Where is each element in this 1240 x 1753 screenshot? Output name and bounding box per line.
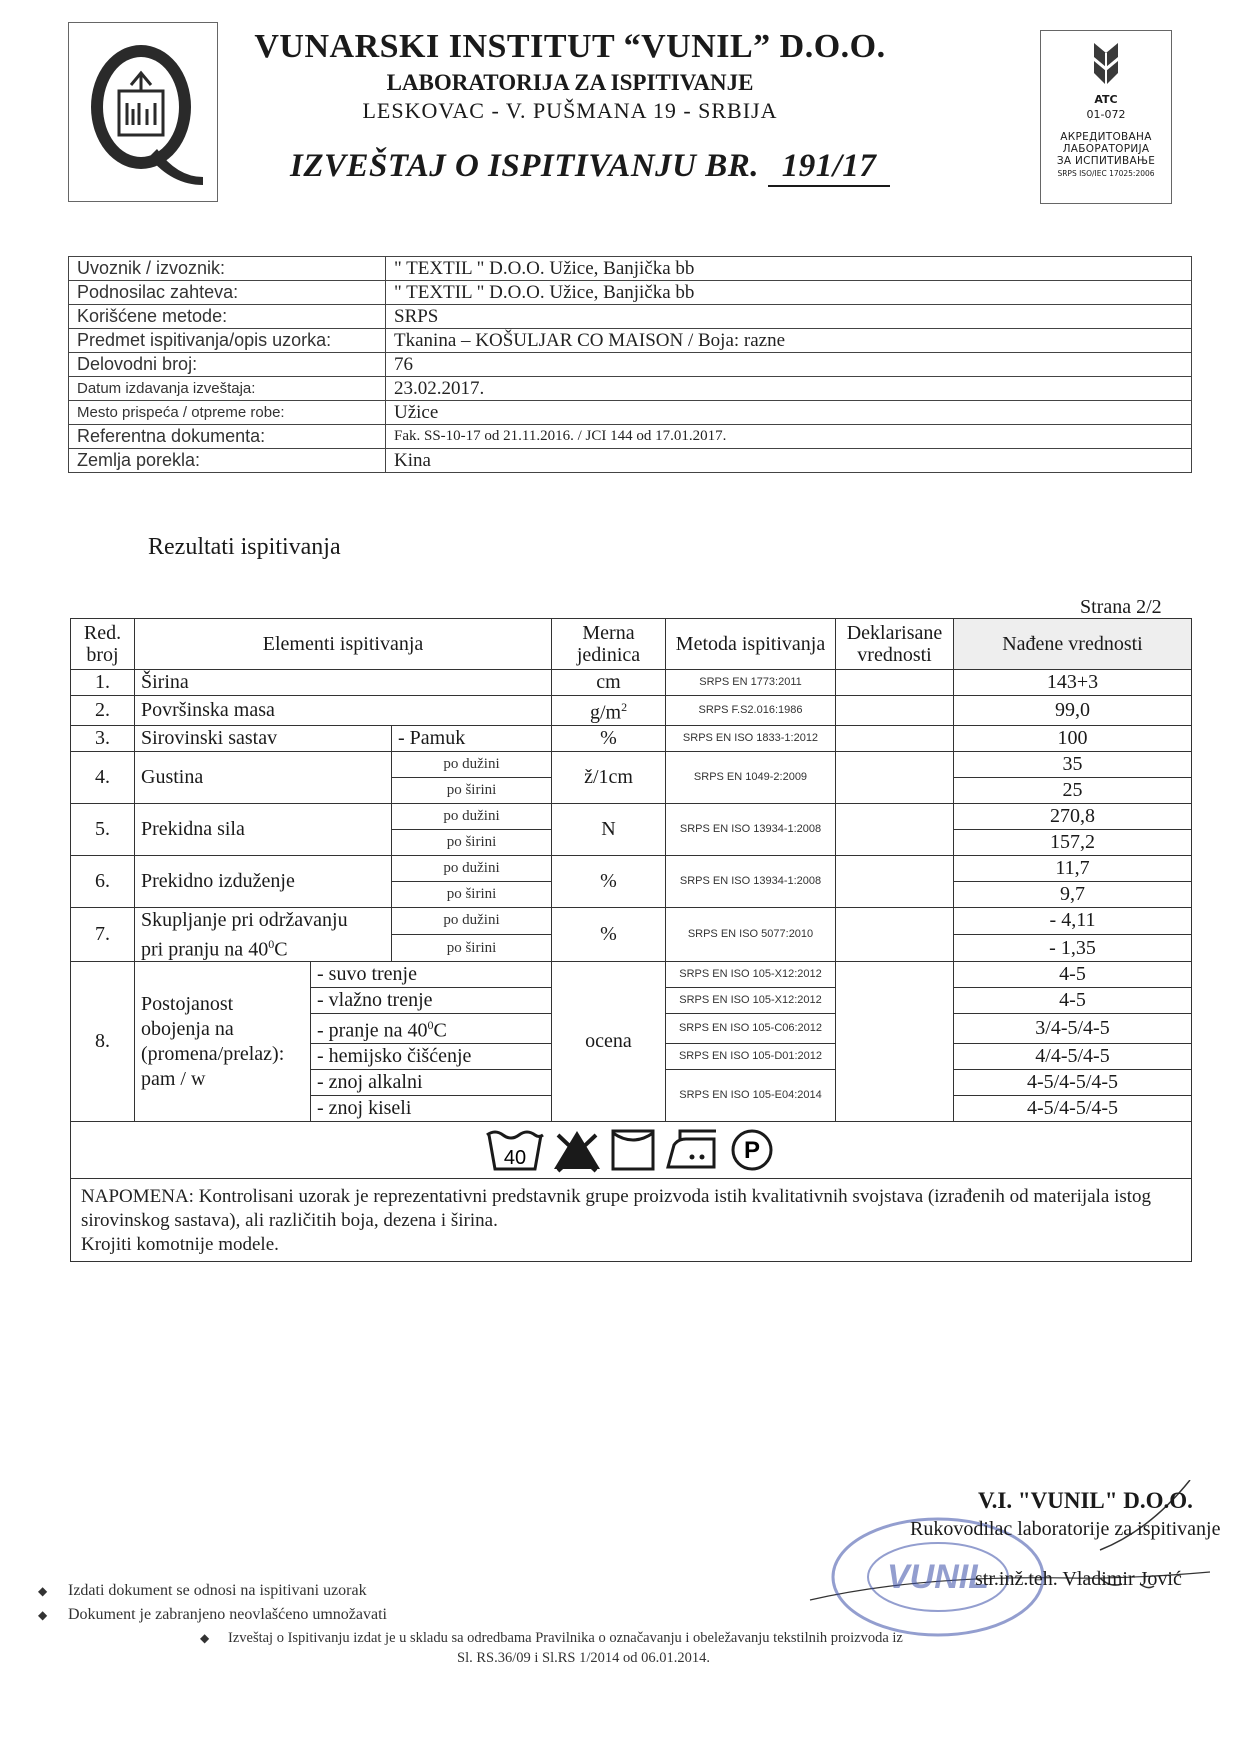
info-label: Delovodni broj: (69, 353, 386, 377)
row-number: 5. (71, 803, 135, 855)
row-sub-warp: po dužini (392, 907, 552, 934)
row-value: 99,0 (954, 696, 1192, 726)
row-element-line-1: Skupljanje pri održavanju (141, 908, 348, 931)
row-unit: cm (552, 670, 666, 696)
q-logo-icon (77, 37, 209, 187)
row-sub-element: - hemijsko čišćenje (311, 1043, 552, 1069)
row-value: 270,8 (954, 803, 1192, 829)
col-header-unit: Merna jedinica (552, 619, 666, 670)
row-number: 2. (71, 696, 135, 726)
page-number: Strana 2/2 (1080, 596, 1162, 618)
row-sub-weft: po širini (392, 829, 552, 855)
info-row (69, 401, 1192, 425)
row-number: 6. (71, 855, 135, 907)
row-unit: % (552, 907, 666, 962)
info-value: Kina (386, 449, 1192, 473)
info-value: 76 (386, 353, 1192, 377)
signature-name: str.inž.teh. Vladimir Jović (975, 1568, 1182, 1590)
row-number: 7. (71, 907, 135, 962)
unit-superscript: 2 (621, 700, 628, 714)
institute-logo (68, 22, 218, 202)
wash-temp-label: 40 (503, 1146, 527, 1169)
footer-note-3 (200, 1630, 903, 1647)
results-table (70, 618, 1192, 1262)
atc-line-2: ЛАБОРАТОРИЈА (1062, 143, 1150, 155)
row-element-line-4: pam / w (141, 1067, 206, 1090)
result-row-colour-fastness (71, 962, 1192, 988)
row-element: Gustina (135, 751, 392, 803)
row-unit (552, 696, 666, 726)
row-element-unit: C (274, 938, 288, 961)
row-method: SRPS EN ISO 105-X12:2012 (666, 988, 836, 1014)
report-title-prefix: IZVEŠTAJ O ISPITIVANJU BR. (290, 148, 760, 184)
row-value: 35 (954, 751, 1192, 777)
footer-note-2 (38, 1606, 387, 1624)
row-element-line-2 (141, 932, 385, 962)
row-value: 4-5 (954, 962, 1192, 988)
row-value: 143+3 (954, 670, 1192, 696)
info-value: " TEXTIL " D.O.O. Užice, Banjička bb (386, 257, 1192, 281)
institute-name: VUNARSKI INSTITUT “VUNIL” D.O.O. (254, 28, 886, 65)
degree-superscript: 0 (427, 1018, 434, 1033)
footer-text: Dokument je zabranjeno neovlašćeno umnožavati (68, 1606, 387, 1623)
info-row (69, 449, 1192, 473)
unit-text: g/m (589, 701, 622, 724)
dry-clean-p-icon (727, 1127, 777, 1173)
row-method: SRPS EN 1773:2011 (666, 670, 836, 696)
row-sub-unit: C (433, 1019, 447, 1042)
row-value: 4-5 (954, 988, 1192, 1014)
degree-superscript: 0 (268, 936, 275, 951)
info-row (69, 425, 1192, 449)
accreditation-badge (1040, 30, 1172, 204)
row-element: Prekidno izduženje (135, 855, 392, 907)
result-row-composition (71, 725, 1192, 751)
row-sub-warp: po dužini (392, 855, 552, 881)
no-bleach-icon (550, 1127, 604, 1173)
tumble-dry-icon (609, 1127, 659, 1173)
col-header-method: Metoda ispitivanja (666, 619, 836, 670)
row-sub-element: - Pamuk (392, 725, 552, 751)
row-sub-element: - znoj kiseli (311, 1095, 552, 1121)
institute-address: LESKOVAC - V. PUŠMANA 19 - SRBIJA (362, 98, 778, 123)
row-method: SRPS EN ISO 105-D01:2012 (666, 1043, 836, 1069)
row-declared (836, 962, 954, 1122)
note (71, 1178, 1192, 1261)
row-sub-element: - suvo trenje (311, 962, 552, 988)
info-label: Referentna dokumenta: (69, 425, 386, 449)
report-number: 191/17 (768, 148, 891, 187)
iron-icon (664, 1127, 722, 1173)
atc-line-3: ЗА ИСПИТИВАЊЕ (1056, 155, 1156, 167)
note-text: NAPOMENA: Kontrolisani uzorak je reprezentativni predstavnik grupe proizvoda istih kvalitativnih svojstava (izrađenih od materijala istog sirovinskog sastava), ali različitih boja, dezena i širina. (81, 1185, 1152, 1231)
bullet-icon: ◆ (38, 1608, 48, 1622)
row-value: 11,7 (954, 855, 1192, 881)
row-method: SRPS EN ISO 105-E04:2014 (666, 1069, 836, 1121)
footer-text: Izdati dokument se odnosi na ispitivani uzorak (68, 1582, 367, 1599)
row-element: Širina (135, 670, 552, 696)
note-row (71, 1178, 1192, 1261)
row-element-line-1: Postojanost (141, 992, 234, 1015)
note-text-2: Krojiti komotnije modele. (81, 1233, 279, 1255)
report-title (290, 148, 890, 187)
stamp-text: VUNIL (887, 1558, 989, 1596)
info-label: Mesto prispeća / otpreme robe: (69, 401, 386, 425)
row-method: SRPS EN ISO 1833-1:2012 (666, 725, 836, 751)
row-sub-weft: po širini (392, 777, 552, 803)
row-number: 8. (71, 962, 135, 1122)
result-row-breaking-force (71, 803, 1192, 829)
info-value: 23.02.2017. (386, 377, 1192, 401)
row-unit: ž/1cm (552, 751, 666, 803)
report-info-table (68, 256, 1192, 473)
info-label: Datum izdavanja izveštaja: (69, 377, 386, 401)
signature-company: V.I. "VUNIL" D.O.O. (978, 1488, 1193, 1513)
row-sub-weft: po širini (392, 881, 552, 907)
row-element-line-2: obojenja na (141, 1017, 234, 1040)
info-row (69, 305, 1192, 329)
row-sub-element: - znoj alkalni (311, 1069, 552, 1095)
atc-accredited-text (1041, 131, 1171, 167)
row-declared (836, 670, 954, 696)
footer-note-1 (38, 1582, 367, 1600)
row-sub-weft: po širini (392, 934, 552, 961)
row-sub-element (311, 1014, 552, 1044)
row-sub-text: - pranje na 40 (317, 1019, 428, 1042)
row-value: 4-5/4-5/4-5 (954, 1095, 1192, 1121)
row-number: 4. (71, 751, 135, 803)
dry-clean-letter: P (743, 1136, 761, 1164)
atc-mark: ATC (1094, 93, 1118, 106)
row-element: Prekidna sila (135, 803, 392, 855)
bullet-icon: ◆ (200, 1631, 210, 1645)
row-method: SRPS EN ISO 105-C06:2012 (666, 1014, 836, 1044)
row-method: SRPS EN ISO 13934-1:2008 (666, 855, 836, 907)
row-number: 3. (71, 725, 135, 751)
atc-code: 01-072 (1086, 108, 1126, 121)
col-header-element: Elementi ispitivanja (135, 619, 552, 670)
row-unit: N (552, 803, 666, 855)
row-method: SRPS EN ISO 5077:2010 (666, 907, 836, 962)
footer-text: Izveštaj o Ispitivanju izdat je u skladu sa odredbama Pravilnika o označavanju i obeležavanju tekstilnih proizvoda iz (228, 1630, 903, 1646)
wash-40-icon (485, 1127, 545, 1173)
row-method: SRPS F.S2.016:1986 (666, 696, 836, 726)
col-header-found: Nađene vrednosti (954, 619, 1192, 670)
footer-note-4: Sl. RS.36/09 i Sl.RS 1/2014 od 06.01.2014. (457, 1650, 710, 1666)
row-method: SRPS EN ISO 105-X12:2012 (666, 962, 836, 988)
row-value: 100 (954, 725, 1192, 751)
info-label: Uvoznik / izvoznik: (69, 257, 386, 281)
row-number: 1. (71, 670, 135, 696)
row-value: 9,7 (954, 881, 1192, 907)
row-value: 4/4-5/4-5 (954, 1043, 1192, 1069)
row-unit: % (552, 855, 666, 907)
row-element: Površinska masa (135, 696, 552, 726)
row-declared (836, 803, 954, 855)
info-label: Korišćene metode: (69, 305, 386, 329)
row-sub-element: - vlažno trenje (311, 988, 552, 1014)
row-value: 4-5/4-5/4-5 (954, 1069, 1192, 1095)
results-header-row (71, 619, 1192, 670)
row-element (135, 907, 392, 962)
laboratory-name: LABORATORIJA ZA ISPITIVANJE (386, 70, 754, 95)
info-value: " TEXTIL " D.O.O. Užice, Banjička bb (386, 281, 1192, 305)
row-method: SRPS EN ISO 13934-1:2008 (666, 803, 836, 855)
row-declared (836, 751, 954, 803)
info-row (69, 257, 1192, 281)
result-row-elongation (71, 855, 1192, 881)
results-title: Rezultati ispitivanja (148, 534, 341, 560)
info-value: Fak. SS-10-17 od 21.11.2016. / JCI 144 od 17.01.2017. (386, 425, 1192, 449)
result-row-mass (71, 696, 1192, 726)
info-row (69, 353, 1192, 377)
result-row-width (71, 670, 1192, 696)
row-element (135, 962, 311, 1122)
col-header-declared: Deklarisane vrednosti (836, 619, 954, 670)
result-row-density (71, 751, 1192, 777)
care-symbols (71, 1121, 1192, 1178)
info-label: Predmet ispitivanja/opis uzorka: (69, 329, 386, 353)
atc-standard: SRPS ISO/IEC 17025:2006 (1057, 169, 1155, 178)
signature-role: Rukovodilac laboratorije za ispitivanje (910, 1518, 1221, 1540)
care-symbols-row (71, 1121, 1192, 1178)
col-header-no: Red. broj (71, 619, 135, 670)
info-value: Užice (386, 401, 1192, 425)
row-element-line-3: (promena/prelaz): (141, 1042, 285, 1065)
row-element: Sirovinski sastav (135, 725, 392, 751)
row-declared (836, 696, 954, 726)
row-declared (836, 725, 954, 751)
row-declared (836, 907, 954, 962)
row-sub-warp: po dužini (392, 803, 552, 829)
atc-line-1: АКРЕДИТОВАНА (1060, 131, 1152, 143)
row-method: SRPS EN 1049-2:2009 (666, 751, 836, 803)
info-row (69, 329, 1192, 353)
row-value: 3/4-5/4-5 (954, 1014, 1192, 1044)
row-value: - 1,35 (954, 934, 1192, 961)
row-value: - 4,11 (954, 907, 1192, 934)
info-label: Podnosilac zahteva: (69, 281, 386, 305)
result-row-shrinkage (71, 907, 1192, 934)
row-element-text: pri pranju na 40 (141, 938, 269, 961)
bullet-icon: ◆ (38, 1584, 48, 1598)
info-row (69, 377, 1192, 401)
row-unit: ocena (552, 962, 666, 1122)
atc-logo-icon (1086, 39, 1126, 89)
row-value: 25 (954, 777, 1192, 803)
row-declared (836, 855, 954, 907)
row-unit: % (552, 725, 666, 751)
info-value: SRPS (386, 305, 1192, 329)
info-row (69, 281, 1192, 305)
row-sub-warp: po dužini (392, 751, 552, 777)
info-value: Tkanina – KOŠULJAR CO MAISON / Boja: razne (386, 329, 1192, 353)
info-label: Zemlja porekla: (69, 449, 386, 473)
row-value: 157,2 (954, 829, 1192, 855)
